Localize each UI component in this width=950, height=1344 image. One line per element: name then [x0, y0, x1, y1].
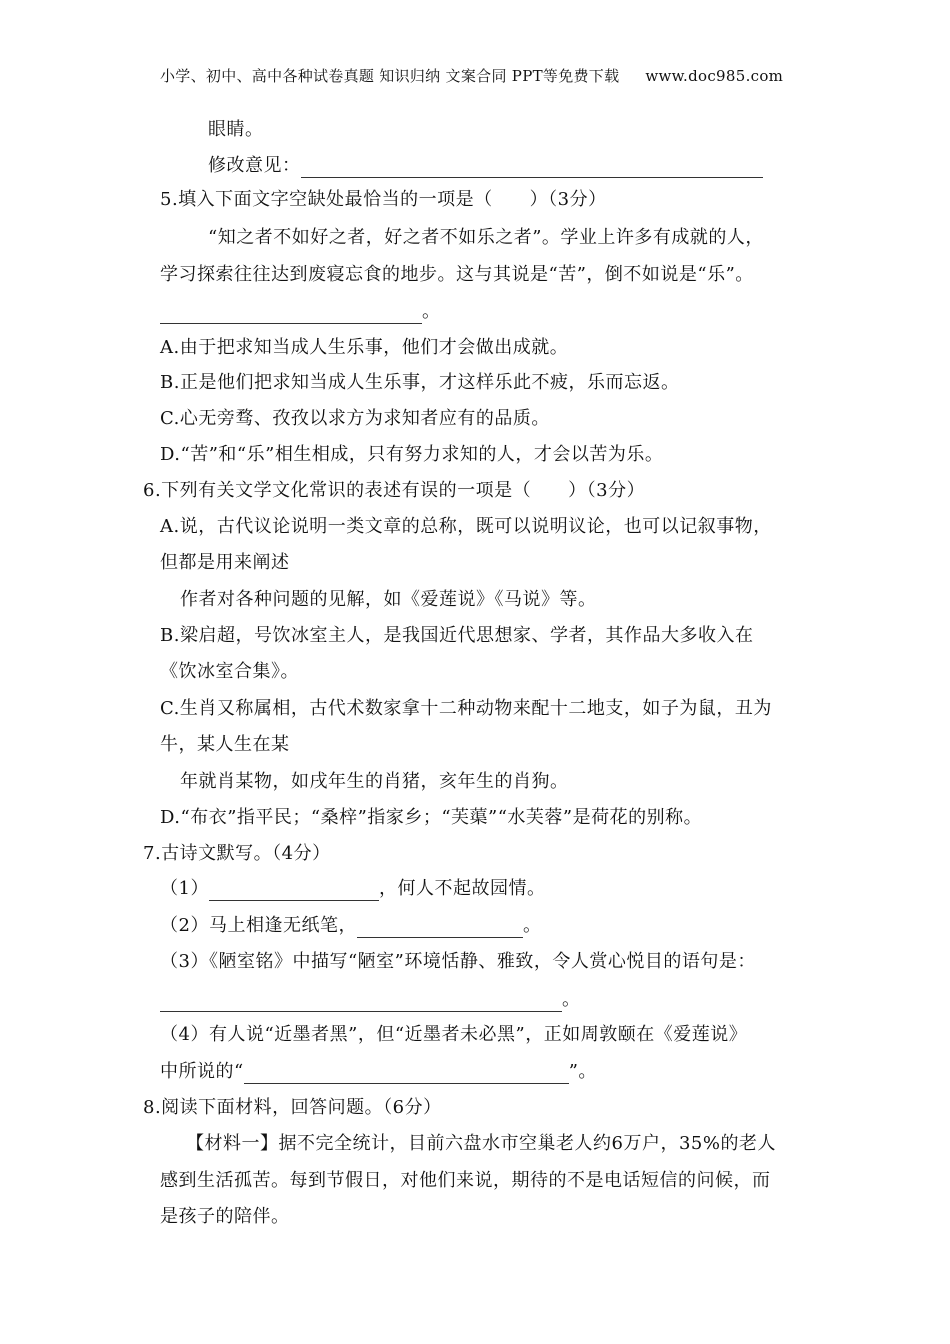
q6-option-d: D.“布衣”指平民；“桑梓”指家乡；“芙蕖”“水芙蓉”是荷花的别称。 — [160, 807, 703, 828]
header-url[interactable]: www.doc985.com — [645, 67, 784, 85]
q7-item-2-end: 。 — [522, 915, 542, 936]
q7-item-2 — [160, 914, 541, 938]
q6-option-b-line2: 《饮冰室合集》。 — [160, 661, 299, 682]
page-header — [160, 66, 783, 86]
q8-stem: 8.阅读下面材料，回答问题。（6分） — [143, 1097, 442, 1118]
answer-blank[interactable] — [301, 159, 763, 178]
revise-line — [208, 154, 763, 178]
q7-item-1-blank[interactable] — [209, 882, 379, 901]
q8-material-line1: 【材料一】据不完全统计，目前六盘水市空巢老人约6万户，35%的老人 — [186, 1133, 776, 1154]
q7-item-2-blank[interactable] — [357, 919, 523, 938]
q7-item-3-blank-line — [160, 988, 581, 1012]
q7-item-2-text: （2）马上相逢无纸笔， — [160, 915, 357, 936]
q6-option-a-line3: 作者对各种问题的见解，如《爱莲说》《马说》等。 — [180, 589, 597, 610]
q5-option-c: C.心无旁骛、孜孜以求方为求知者应有的品质。 — [160, 408, 550, 429]
q7-item-3: （3）《陋室铭》中描写“陋室”环境恬静、雅致，令人赏心悦目的语句是： — [160, 951, 756, 972]
q7-item-4-blank[interactable] — [244, 1065, 569, 1084]
q7-stem: 7.古诗文默写。（4分） — [143, 843, 331, 864]
q7-item-4-line2 — [160, 1060, 597, 1084]
q5-option-d: D.“苦”和“乐”相生相成，只有努力求知的人，才会以苦为乐。 — [160, 444, 664, 465]
header-text: 小学、初中、高中各种试卷真题 知识归纳 文案合同 PPT等免费下载 — [160, 67, 620, 85]
q6-option-c-line2: 牛，某人生在某 — [160, 734, 290, 755]
q7-item-3-blank[interactable] — [160, 993, 562, 1012]
q7-item-1 — [160, 877, 545, 901]
q8-material-line3: 是孩子的陪伴。 — [160, 1206, 290, 1227]
q7-item-4-text: 中所说的“ — [160, 1061, 244, 1082]
q5-stem: 5.填入下面文字空缺处最恰当的一项是（ ）（3分） — [160, 189, 607, 210]
q5-option-b: B.正是他们把求知当成人生乐事，才这样乐此不疲，乐而忘返。 — [160, 372, 680, 393]
q7-item-1-text: ，何人不起故园情。 — [378, 878, 546, 899]
q6-stem: 6.下列有关文学文化常识的表述有误的一项是（ ）（3分） — [143, 480, 646, 501]
q6-option-c-line3: 年就肖某物，如戌年生的肖猪，亥年生的肖狗。 — [180, 771, 569, 792]
q5-blank-line — [160, 300, 441, 324]
q7-item-4-end: ”。 — [568, 1061, 597, 1082]
q7-item-3-end: 。 — [562, 989, 581, 1010]
q5-answer-blank[interactable] — [160, 305, 422, 324]
q7-item-1-number: （1） — [160, 878, 209, 899]
q8-material-line2: 感到生活孤苦。每到节假日，对他们来说，期待的不是电话短信的问候，而 — [160, 1170, 771, 1191]
q5-passage-line1: “知之者不如好之者，好之者不如乐之者”。学业上许多有成就的人， — [208, 227, 764, 248]
q6-option-a-line1: A.说，古代议论说明一类文章的总称，既可以说明议论，也可以记叙事物， — [160, 516, 772, 537]
q5-blank-end: 。 — [422, 301, 441, 322]
revise-label: 修改意见： — [208, 155, 301, 176]
q7-item-4-line1: （4）有人说“近墨者黑”，但“近墨者未必黑”，正如周敦颐在《爱莲说》 — [160, 1024, 748, 1045]
continued-text: 眼睛。 — [208, 119, 264, 140]
q6-option-b-line1: B.梁启超，号饮冰室主人，是我国近代思想家、学者，其作品大多收入在 — [160, 625, 754, 646]
q5-option-a: A.由于把求知当成人生乐事，他们才会做出成就。 — [160, 337, 569, 358]
q5-passage-line2: 学习探索往往达到废寝忘食的地步。这与其说是“苦”，倒不如说是“乐”。 — [160, 264, 754, 285]
q6-option-a-line2: 但都是用来阐述 — [160, 552, 290, 573]
q6-option-c-line1: C.生肖又称属相，古代术数家拿十二种动物来配十二地支，如子为鼠，丑为 — [160, 698, 772, 719]
